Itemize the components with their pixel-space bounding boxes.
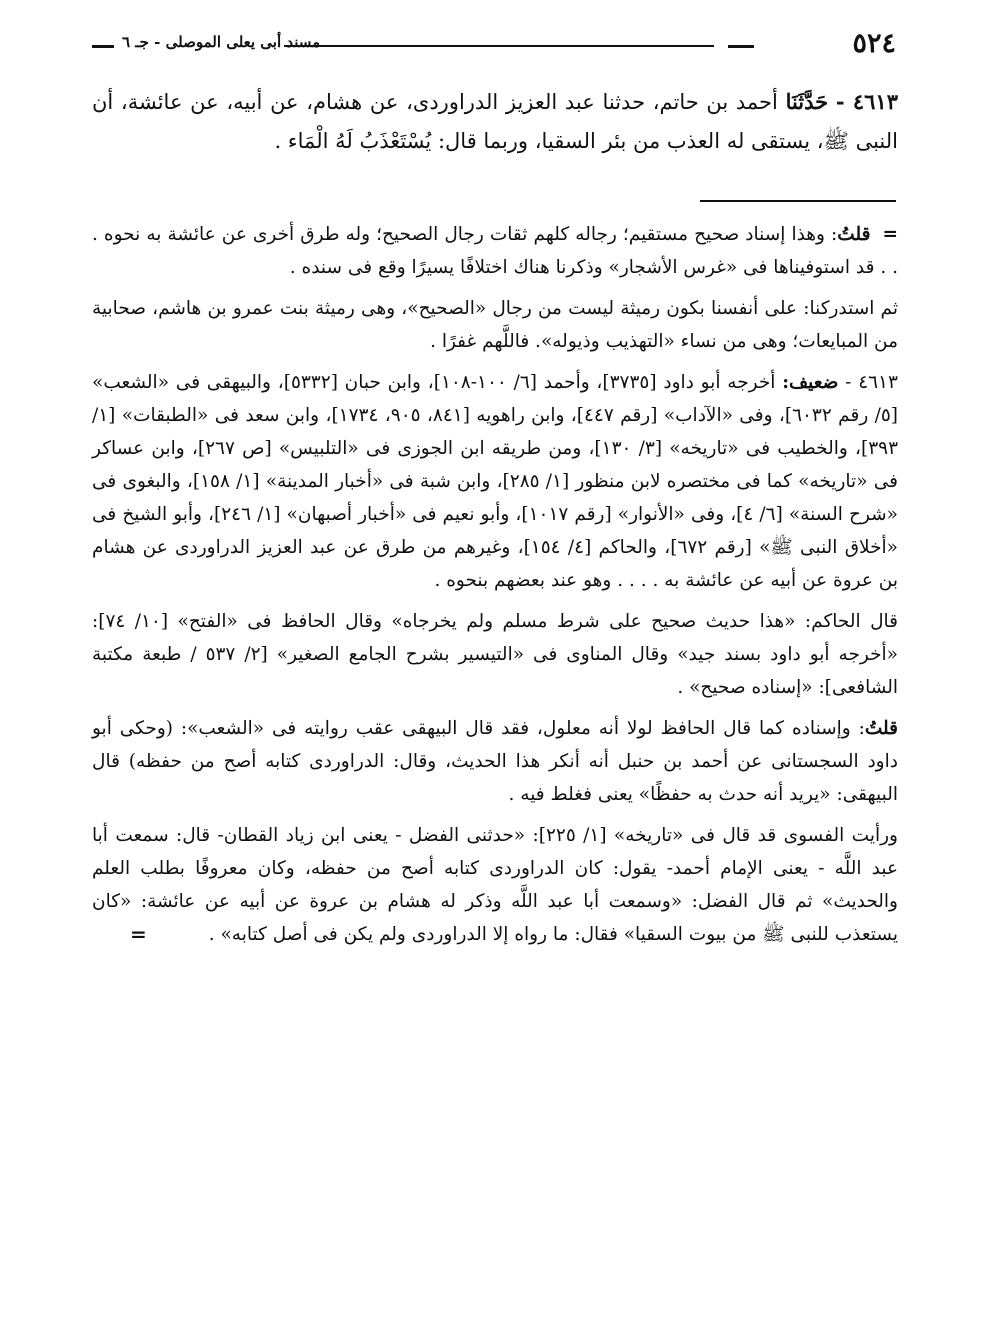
note-text: ثم استدركنا: على أنفسنا بكون رميثة ليست من رجال «الصحيح»، وهى رميثة بنت عمرو بن هاشم، صحابية من المبايعات؛ وهى من نساء «التهذيب وذيوله». فاللَّهم غفرًا .	[92, 298, 898, 352]
header-dash-left	[92, 45, 114, 48]
qultu-label: قلتُ	[864, 718, 898, 739]
book-title: مسند أبى يعلى الموصلى - جـ ٦	[122, 33, 321, 51]
hadith-text	[92, 82, 898, 161]
header-dash-right	[728, 45, 754, 48]
note-paragraph-3	[92, 366, 898, 597]
footnote-separator	[700, 200, 896, 202]
takhrij-number: ٤٦١٣ -	[845, 372, 898, 393]
note-paragraph-2	[92, 292, 898, 358]
footnotes	[92, 218, 898, 959]
note-text: : وهذا إسناد صحيح مستقيم؛ رجاله كلهم ثقات رجال الصحيح؛ وله طرق أخرى عن عائشة به نحوه . . . قد استوفيناها فى «غرس الأشجار» وذكرنا هناك اختلافًا يسيرًا وقع فى سنده .	[92, 224, 898, 278]
hadith-body: أحمد بن حاتم، حدثنا عبد العزيز الدراوردى، عن هشام، عن أبيه، عن عائشة، أن النبى ﷺ، يستقى له العذب من بئر السقيا، وربما قال: يُسْتَعْذَبُ لَهُ الْمَاء .	[92, 90, 898, 153]
header-rule	[284, 45, 714, 47]
running-header	[92, 28, 896, 62]
note-paragraph-5	[92, 712, 898, 811]
note-text: أخرجه أبو داود [٣٧٣٥]، وأحمد [٦/ ١٠٠-١٠٨]، وابن حبان [٥٣٣٢]، والبيهقى فى «الشعب» [٥/ رقم ٦٠٣٢]، وفى «الآداب» [رقم ٤٤٧]، وابن راهويه [٨٤١، ٩٠٥، ١٧٣٤]، وابن سعد فى «الطبقات» [١/ ٣٩٣]، والخطيب فى «تاريخه» [٣/ ١٣٠]، ومن طريقه ابن الجوزى فى «التلبيس» [ص ٢٦٧]، وابن عساكر فى «تاريخه» كما فى مختصره لابن منظور [١/ ٢٨٥]، وابن شبة فى «أخبار المدينة» [١/ ١٥٨]، والبغوى فى «شرح السنة» [٦/ ٤]، وفى «الأنوار» [رقم ١٠١٧]، وأبو نعيم فى «أخبار أصبهان» [١/ ٢٤٦]، وأبو الشيخ فى «أخلاق النبى ﷺ» [رقم ٦٧٢]، والحاكم [٤/ ١٥٤]، وغيرهم من طرق عن عبد العزيز الدراوردى عن هشام بن عروة عن أبيه عن عائشة به . . . . وهو عند بعضهم بنحوه .	[92, 372, 899, 591]
hadith-lead: حَدَّثَنَا	[785, 89, 829, 114]
note-text: قال الحاكم: «هذا حديث صحيح على شرط مسلم ولم يخرجاه» وقال الحافظ فى «الفتح» [١٠/ ٧٤]: «أخرجه أبو داود بسند جيد» وقال المناوى فى «التيسير بشرح الجامع الصغير» [٢/ ٥٣٧ / طبعة مكتبة الشافعى]: «إسناده صحيح» .	[92, 611, 898, 698]
note-text: : وإسناده كما قال الحافظ لولا أنه معلول، فقد قال البيهقى عقب روايته فى «الشعب»: (وحكى أبو داود السجستانى عن أحمد بن حنبل أنه أنكر هذا الحديث، وقال: الدراوردى كتابه أصح من حفظه) قال البيهقى: «يريد أنه حدث به حفظًا» يعنى فغلط فيه .	[92, 718, 898, 805]
note-paragraph-6	[92, 819, 898, 951]
note-paragraph-1	[92, 218, 898, 284]
continuation-mark-end: =	[130, 922, 147, 946]
qultu-label: قلتُ	[837, 224, 871, 245]
continuation-mark: =	[882, 224, 898, 245]
page-number: ٥٢٤	[852, 28, 896, 59]
grading-label: ضعيف:	[782, 372, 839, 393]
hadith-number: ٤٦١٣ -	[835, 89, 898, 114]
note-paragraph-4	[92, 605, 898, 704]
note-text: ورأيت الفسوى قد قال فى «تاريخه» [١/ ٢٢٥]: «حدثنى الفضل - يعنى ابن زياد القطان- قال: سمعت أبا عبد اللَّه - يعنى الإمام أحمد- يقول: كان الدراوردى كتابه أصح من حفظه، وكان معروفًا بطلب العلم والحديث» ثم قال الفضل: «وسمعت أبا عبد اللَّه وذكر له هشام بن عروة عن أبيه عن عائشة: «كان يستعذب للنبى ﷺ من بيوت السقيا» فقال: ما رواه إلا الدراوردى ولم يكن فى أصل كتابه» .	[92, 825, 898, 945]
